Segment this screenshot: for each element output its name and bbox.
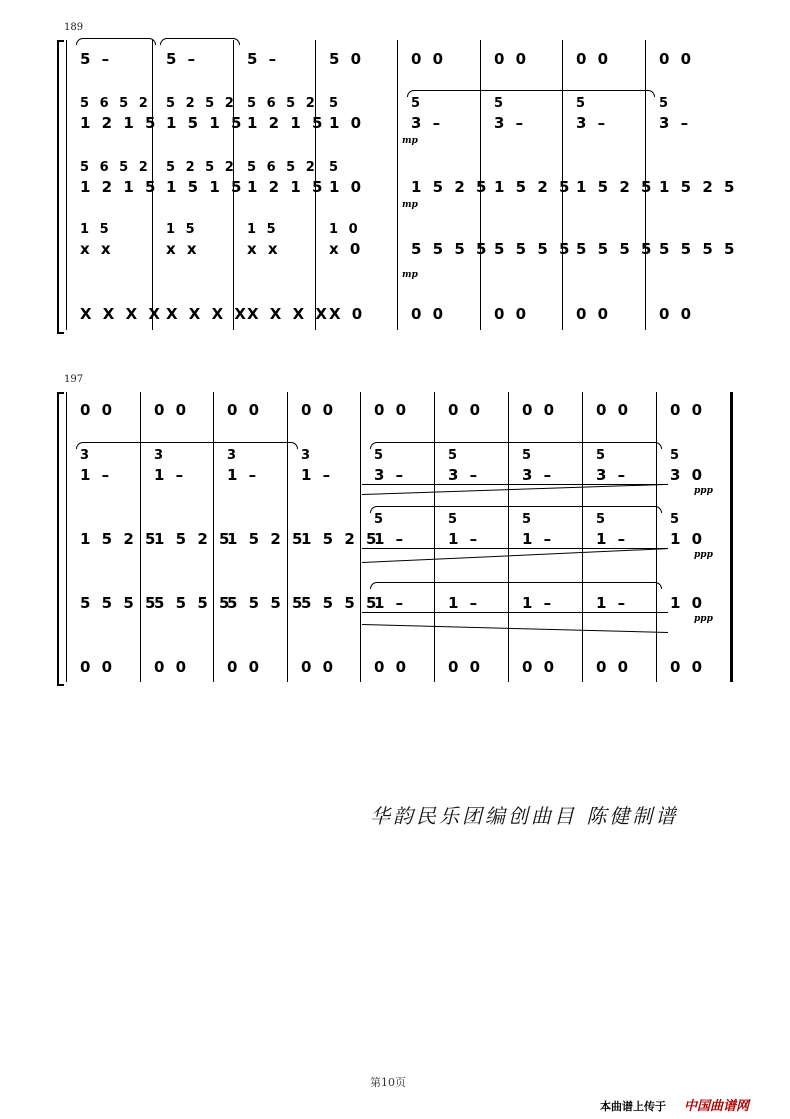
- note-group: 1 –: [227, 466, 260, 484]
- note-group: 1 5 2 5: [154, 530, 233, 548]
- barline: [66, 392, 67, 682]
- diminuendo-line: [362, 548, 668, 549]
- note-group: X 0: [329, 305, 366, 323]
- page-number: 第10页: [370, 1076, 406, 1089]
- note-group: 5 5 5 5: [659, 240, 738, 258]
- note-group: 5 5 5 5: [576, 240, 655, 258]
- note-group: 1 0: [670, 530, 706, 548]
- diminuendo-line: [362, 612, 668, 613]
- slur: [370, 442, 662, 449]
- note-group: 0 0: [494, 50, 530, 68]
- note-group: 0 0: [301, 658, 337, 676]
- barline: [582, 392, 583, 682]
- note-group: 5 6 5 2: [247, 96, 318, 111]
- diminuendo-line: [362, 624, 668, 633]
- slur: [76, 38, 156, 45]
- note-group: 3 –: [659, 114, 692, 132]
- note-group: 1 2 1 5: [80, 178, 159, 196]
- note-group: 1 5 2 5: [301, 530, 380, 548]
- note-group: 5: [596, 448, 609, 463]
- note-group: 0 0: [659, 305, 695, 323]
- note-group: 0 0: [494, 305, 530, 323]
- slur: [370, 582, 662, 589]
- slur: [407, 90, 655, 97]
- note-group: 0 0: [596, 401, 632, 419]
- note-group: 1 –: [154, 466, 187, 484]
- note-group: x x: [80, 240, 114, 258]
- note-group: 3: [80, 448, 93, 463]
- note-group: 5: [576, 96, 589, 111]
- note-group: 3 –: [596, 466, 629, 484]
- note-group: 3 –: [411, 114, 444, 132]
- note-group: 1 2 1 5: [80, 114, 159, 132]
- note-group: 0 0: [301, 401, 337, 419]
- note-group: 5 –: [166, 50, 199, 68]
- note-group: 0 0: [411, 305, 447, 323]
- note-group: 1 5 2 5: [494, 178, 573, 196]
- note-group: 5: [522, 448, 535, 463]
- note-group: 5 6 5 2: [247, 160, 318, 175]
- dynamic-marking: mp: [402, 270, 418, 280]
- note-group: 1 5: [166, 222, 198, 237]
- note-group: 5: [670, 512, 683, 527]
- barline: [66, 40, 67, 330]
- note-group: 1 –: [448, 594, 481, 612]
- note-group: 5 0: [329, 50, 365, 68]
- note-group: 1 –: [522, 530, 555, 548]
- note-group: 1 5 2 5: [659, 178, 738, 196]
- note-group: 5 6 5 2: [80, 160, 151, 175]
- note-group: 5: [374, 512, 387, 527]
- note-group: x x: [166, 240, 200, 258]
- note-group: 1 5 2 5: [411, 178, 490, 196]
- barline: [434, 392, 435, 682]
- note-group: 1 5: [80, 222, 112, 237]
- note-group: X X X X: [80, 305, 163, 323]
- note-group: 1 5 2 5: [576, 178, 655, 196]
- note-group: 5 5 5 5: [154, 594, 233, 612]
- barline: [397, 40, 398, 330]
- note-group: 1 5 2 5: [227, 530, 306, 548]
- note-group: 1 –: [374, 530, 407, 548]
- note-group: 5: [659, 96, 672, 111]
- note-group: 1 2 1 5: [247, 114, 326, 132]
- note-group: 0 0: [411, 50, 447, 68]
- note-group: 3 –: [448, 466, 481, 484]
- note-group: 0 0: [448, 658, 484, 676]
- note-group: 0 0: [80, 401, 116, 419]
- note-group: 3: [154, 448, 167, 463]
- note-group: 0 0: [659, 50, 695, 68]
- note-group: 5: [670, 448, 683, 463]
- note-group: 5: [374, 448, 387, 463]
- note-group: 1 –: [596, 530, 629, 548]
- note-group: 5 –: [247, 50, 280, 68]
- note-group: 5 5 5 5: [227, 594, 306, 612]
- note-group: 1 5 1 5: [166, 178, 245, 196]
- note-group: 3 –: [576, 114, 609, 132]
- note-group: 5 5 5 5: [411, 240, 490, 258]
- note-group: 5 5 5 5: [301, 594, 380, 612]
- note-group: 1 –: [448, 530, 481, 548]
- measure-number-189: 189: [64, 22, 84, 33]
- note-group: 0 0: [80, 658, 116, 676]
- note-group: 5: [329, 96, 342, 111]
- note-group: 5: [411, 96, 424, 111]
- note-group: 3: [227, 448, 240, 463]
- dynamic-marking: mp: [402, 136, 418, 146]
- arranger-caption: 华韵民乐团编创曲目 陈健制谱: [370, 804, 679, 828]
- note-group: 5 2 5 2: [166, 96, 237, 111]
- note-group: 5: [329, 160, 342, 175]
- diminuendo-line: [362, 484, 668, 495]
- note-group: 1 5: [247, 222, 279, 237]
- note-group: 1 –: [301, 466, 334, 484]
- final-barline: [730, 392, 733, 682]
- note-group: 0 0: [227, 401, 263, 419]
- system2-bracket: [57, 392, 64, 686]
- note-group: 0 0: [374, 401, 410, 419]
- note-group: 1 2 1 5: [247, 178, 326, 196]
- note-group: 1 –: [522, 594, 555, 612]
- note-group: 0 0: [154, 401, 190, 419]
- note-group: 1 5 2 5: [80, 530, 159, 548]
- note-group: 0 0: [576, 50, 612, 68]
- note-group: 5 5 5 5: [494, 240, 573, 258]
- measure-number-197: 197: [64, 374, 84, 385]
- dynamic-marking: ppp: [694, 614, 713, 624]
- note-group: 1 –: [596, 594, 629, 612]
- note-group: 5 5 5 5: [80, 594, 159, 612]
- note-group: 5 6 5 2: [80, 96, 151, 111]
- note-group: 0 0: [227, 658, 263, 676]
- note-group: 0 0: [576, 305, 612, 323]
- note-group: 1 5 1 5: [166, 114, 245, 132]
- slur: [76, 442, 298, 449]
- note-group: 5: [494, 96, 507, 111]
- note-group: 1 0: [329, 222, 361, 237]
- note-group: 1 –: [374, 594, 407, 612]
- note-group: x 0: [329, 240, 364, 258]
- note-group: 0 0: [522, 658, 558, 676]
- note-group: 0 0: [522, 401, 558, 419]
- dynamic-marking: ppp: [694, 486, 713, 496]
- dynamic-marking: mp: [402, 200, 418, 210]
- note-group: 0 0: [670, 658, 706, 676]
- note-group: 0 0: [374, 658, 410, 676]
- barline: [656, 392, 657, 682]
- note-group: X X X X: [166, 305, 249, 323]
- note-group: 3 –: [522, 466, 555, 484]
- upload-notice: 本曲谱上传于: [600, 1100, 666, 1113]
- note-group: 5: [522, 512, 535, 527]
- slur: [370, 506, 662, 513]
- slur: [160, 38, 240, 45]
- note-group: 1 0: [670, 594, 706, 612]
- note-group: 3: [301, 448, 314, 463]
- note-group: 1 –: [80, 466, 113, 484]
- note-group: 5 2 5 2: [166, 160, 237, 175]
- note-group: x x: [247, 240, 281, 258]
- note-group: 5: [448, 448, 461, 463]
- note-group: 0 0: [448, 401, 484, 419]
- note-group: 3 –: [494, 114, 527, 132]
- note-group: 1 0: [329, 178, 365, 196]
- note-group: 0 0: [154, 658, 190, 676]
- note-group: 0 0: [670, 401, 706, 419]
- note-group: 1 0: [329, 114, 365, 132]
- note-group: 3 –: [374, 466, 407, 484]
- note-group: 5 –: [80, 50, 113, 68]
- note-group: X X X X: [247, 305, 330, 323]
- note-group: 5: [596, 512, 609, 527]
- dynamic-marking: ppp: [694, 550, 713, 560]
- note-group: 3 0: [670, 466, 706, 484]
- site-logo[interactable]: 中国曲谱网: [684, 1099, 750, 1114]
- note-group: 0 0: [596, 658, 632, 676]
- diminuendo-line: [362, 548, 668, 563]
- system1-bracket: [57, 40, 64, 334]
- note-group: 5: [448, 512, 461, 527]
- barline: [508, 392, 509, 682]
